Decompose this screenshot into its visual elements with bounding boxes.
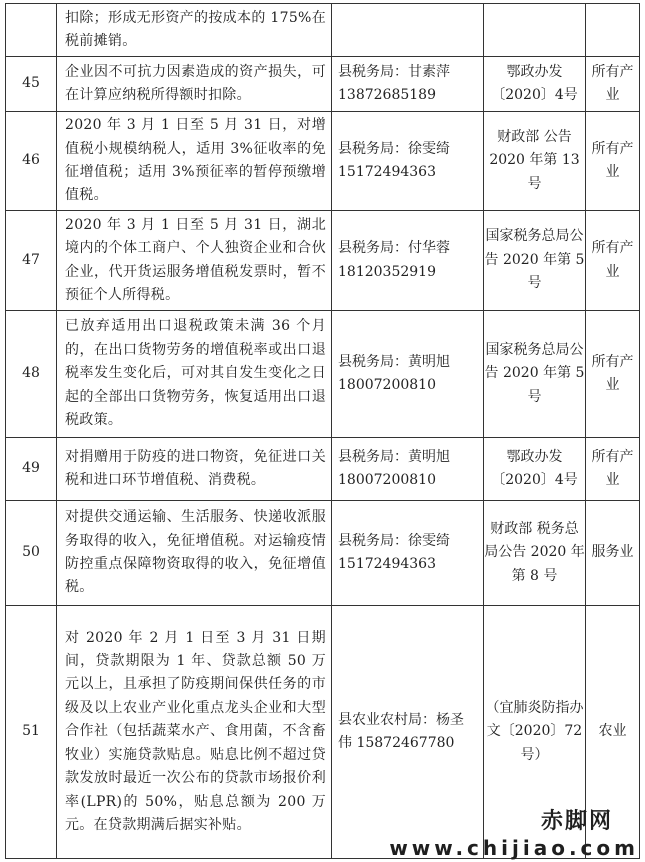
table-row bbox=[6, 501, 640, 606]
policy-table bbox=[5, 3, 640, 859]
policy-document: 鄂政办发〔2020〕4号 bbox=[484, 57, 586, 112]
industry-scope: 所有产业 bbox=[586, 57, 640, 112]
industry-scope: 所有产业 bbox=[586, 211, 640, 311]
contact-info: 县税务局：甘素萍 13872685189 bbox=[332, 57, 484, 112]
policy-document: 国家税务总局公告 2020 年第 5 号 bbox=[484, 211, 586, 311]
contact-info: 县农业农村局：杨圣伟 15872467780 bbox=[332, 606, 484, 859]
industry-scope: 所有产业 bbox=[586, 311, 640, 438]
table-row bbox=[6, 438, 640, 501]
policy-content: 对 2020 年 2 月 1 日至 3 月 31 日期间，贷款期限为 1 年、贷款总额 50 万元以上，且承担了防疫期间保供任务的市级及以上农业产业化重点龙头企业和大型合作社（包括蔬菜水产、食用菌，不含畜牧业）实施贷款贴息。贴息比例不超过贷款发放时最近一次公布的贷款市场报价利率(LPR)的 50%，贴息总额为 200 万元。在贷款期满后据实补贴。 bbox=[57, 606, 332, 859]
contact-info: 县税务局：徐雯绮 15172494363 bbox=[332, 112, 484, 211]
policy-content: 2020 年 3 月 1 日至 5 月 31 日，湖北境内的个体工商户、个人独资企业和合伙企业，代开货运服务增值税发票时，暂不预征个人所得税。 bbox=[57, 211, 332, 311]
industry-scope: 所有产业 bbox=[586, 112, 640, 211]
policy-content: 2020 年 3 月 1 日至 5 月 31 日，对增值税小规模纳税人，适用 3%征收率的免征增值税；适用 3%预征率的暂停预缴增值税。 bbox=[57, 112, 332, 211]
policy-document: 国家税务总局公告 2020 年第 5 号 bbox=[484, 311, 586, 438]
contact-info: 县税务局：付华蓉 18120352919 bbox=[332, 211, 484, 311]
policy-document: （宜肺炎防指办文〔2020〕72号） bbox=[484, 606, 586, 859]
contact-info: 县税务局：黄明旭 18007200810 bbox=[332, 438, 484, 501]
industry-scope: 所有产业 bbox=[586, 438, 640, 501]
row-number: 48 bbox=[6, 311, 57, 438]
policy-document: 鄂政办发〔2020〕4号 bbox=[484, 438, 586, 501]
policy-content: 已放弃适用出口退税政策未满 36 个月的，在出口货物劳务的增值税率或出口退税率发生变化后，可对其自发生变化之日起的全部出口货物劳务，恢复适用出口退税政策。 bbox=[57, 311, 332, 438]
policy-document: 财政部 税务总局公告 2020 年第 8 号 bbox=[484, 501, 586, 606]
watermark-logo-text: 赤脚网 bbox=[540, 809, 613, 834]
table-row bbox=[6, 57, 640, 112]
industry-scope bbox=[586, 4, 640, 57]
policy-content: 对捐赠用于防疫的进口物资，免征进口关税和进口环节增值税、消费税。 bbox=[57, 438, 332, 501]
table-row bbox=[6, 112, 640, 211]
contact-info bbox=[332, 4, 484, 57]
row-number: 51 bbox=[6, 606, 57, 859]
table-row bbox=[6, 211, 640, 311]
policy-content: 扣除；形成无形资产的按成本的 175%在税前摊销。 bbox=[57, 4, 332, 57]
row-number bbox=[6, 4, 57, 57]
contact-info: 县税务局：徐雯绮 15172494363 bbox=[332, 501, 484, 606]
table-row bbox=[6, 311, 640, 438]
contact-info: 县税务局：黄明旭 18007200810 bbox=[332, 311, 484, 438]
row-number: 46 bbox=[6, 112, 57, 211]
policy-content: 企业因不可抗力因素造成的资产损失，可在计算应纳税所得额时扣除。 bbox=[57, 57, 332, 112]
row-number: 45 bbox=[6, 57, 57, 112]
row-number: 50 bbox=[6, 501, 57, 606]
watermark-url: www.chijiao.com bbox=[389, 836, 639, 860]
site-watermark bbox=[389, 808, 639, 860]
policy-document: 财政部 公告 2020 年第 13 号 bbox=[484, 112, 586, 211]
row-number: 47 bbox=[6, 211, 57, 311]
table-row bbox=[6, 4, 640, 57]
industry-scope: 服务业 bbox=[586, 501, 640, 606]
policy-document bbox=[484, 4, 586, 57]
industry-scope: 农业 bbox=[586, 606, 640, 859]
row-number: 49 bbox=[6, 438, 57, 501]
policy-content: 对提供交通运输、生活服务、快递收派服务取得的收入，免征增值税。对运输疫情防控重点保障物资取得的收入，免征增值税。 bbox=[57, 501, 332, 606]
